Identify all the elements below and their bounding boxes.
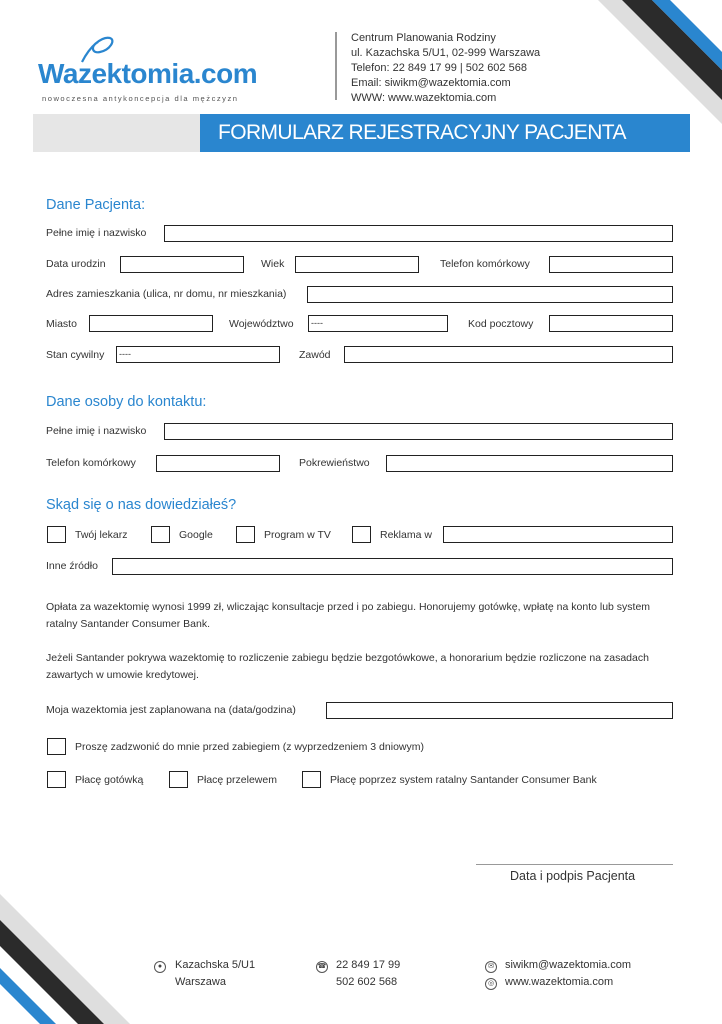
footer-online [505, 957, 631, 991]
footer-address-line2: Warszawa [175, 976, 226, 988]
contact-section-heading: Dane osoby do kontaktu: [46, 394, 207, 410]
logo [38, 34, 278, 108]
city-label: Miasto [46, 318, 77, 330]
source-tv-checkbox[interactable] [236, 526, 255, 543]
pay-transfer-label: Płacę przelewem [197, 774, 277, 786]
footer-phone [336, 957, 400, 991]
civil-status-label: Stan cywilny [46, 349, 105, 361]
source-google-label: Google [179, 529, 213, 541]
pay-transfer-checkbox[interactable] [169, 771, 188, 788]
birth-date-label: Data urodzin [46, 258, 106, 270]
corner-decoration-bottom [0, 880, 160, 1024]
source-ad-input[interactable] [443, 526, 673, 543]
contact-mobile-input[interactable] [156, 455, 280, 472]
email-icon: ✉ [485, 961, 497, 973]
pay-cash-checkbox[interactable] [47, 771, 66, 788]
payment-info-paragraph: Opłata za wazektomię wynosi 1999 zł, wliczając konsultacje przed i po zabiegu. Honorujemy gotówkę, wpłatę na konto lub system ratalny Santander Consumer Bank. [46, 601, 651, 630]
call-me-label: Proszę zadzwonić do mnie przed zabiegiem (z wyprzedzeniem 3 dniowym) [75, 741, 424, 753]
appointment-input[interactable] [326, 702, 673, 719]
city-input[interactable] [89, 315, 213, 332]
profession-input[interactable] [344, 346, 673, 363]
signature-line [476, 864, 673, 865]
age-label: Wiek [261, 258, 285, 270]
appointment-label: Moja wazektomia jest zaplanowana na (data/godzina) [46, 704, 296, 716]
header-www: WWW: www.wazektomia.com [351, 92, 497, 104]
signature-label: Data i podpis Pacjenta [510, 869, 636, 883]
source-google-checkbox[interactable] [151, 526, 170, 543]
santander-info-paragraph: Jeżeli Santander pokrywa wazektomię to rozliczenie zabiegu będzie bezgotówkowe, a honorarium będzie rozliczone na zasadach zawartych w umowie kredytowej. [46, 652, 649, 681]
birth-date-input[interactable] [120, 256, 244, 273]
province-label: Województwo [229, 318, 294, 330]
map-pin-icon: ● [154, 961, 166, 973]
age-input[interactable] [295, 256, 419, 273]
source-ad-label: Reklama w [380, 529, 432, 541]
source-doctor-checkbox[interactable] [47, 526, 66, 543]
postal-label: Kod pocztowy [468, 318, 534, 330]
call-me-checkbox[interactable] [47, 738, 66, 755]
header-org-name: Centrum Planowania Rodziny [351, 32, 496, 44]
footer-phone-line2: 502 602 568 [336, 976, 398, 988]
header-divider [335, 32, 337, 100]
phone-icon: ☎ [316, 961, 328, 973]
footer-email[interactable]: siwikm@wazektomia.com [505, 959, 632, 971]
profession-label: Zawód [299, 349, 331, 361]
patient-full-name-label: Pełne imię i nazwisko [46, 227, 147, 239]
footer-address [175, 957, 255, 991]
patient-section-heading: Dane Pacjenta: [46, 197, 146, 213]
source-other-input[interactable] [112, 558, 673, 575]
relation-label: Pokrewieństwo [299, 457, 370, 469]
footer-address-line1: Kazachska 5/U1 [175, 959, 256, 971]
address-input[interactable] [307, 286, 673, 303]
pay-installments-checkbox[interactable] [302, 771, 321, 788]
contact-full-name-label: Pełne imię i nazwisko [46, 425, 147, 437]
province-select[interactable]: ---- [308, 315, 448, 332]
source-doctor-label: Twój lekarz [75, 529, 128, 541]
relation-input[interactable] [386, 455, 673, 472]
footer-phone-line1: 22 849 17 99 [336, 959, 401, 971]
title-band [200, 114, 690, 152]
address-label: Adres zamieszkania (ulica, nr domu, nr mieszkania) [46, 288, 287, 300]
source-other-label: Inne źródło [46, 560, 98, 572]
mobile-input[interactable] [549, 256, 673, 273]
title-band-gray [33, 114, 203, 152]
header-contact-info [351, 31, 540, 106]
contact-mobile-label: Telefon komórkowy [46, 457, 136, 469]
civil-status-select[interactable]: ---- [116, 346, 280, 363]
logo-text: Wazektomia.com [38, 58, 258, 89]
header-phone: Telefon: 22 849 17 99 | 502 602 568 [351, 62, 527, 74]
pay-installments-label: Płacę poprzez system ratalny Santander Consumer Bank [330, 774, 597, 786]
mobile-label: Telefon komórkowy [440, 258, 530, 270]
source-section-heading: Skąd się o nas dowiedziałeś? [46, 497, 237, 513]
patient-full-name-input[interactable] [164, 225, 673, 242]
source-tv-label: Program w TV [264, 529, 331, 541]
pay-cash-label: Płacę gotówką [75, 774, 144, 786]
footer-www[interactable]: www.wazektomia.com [505, 976, 614, 988]
postal-input[interactable] [549, 315, 673, 332]
source-ad-checkbox[interactable] [352, 526, 371, 543]
logo-tagline: nowoczesna antykoncepcja dla mężczyzn [42, 94, 239, 103]
web-icon: ◎ [485, 978, 497, 990]
header-email: Email: siwikm@wazektomia.com [351, 77, 511, 89]
header-address: ul. Kazachska 5/U1, 02-999 Warszawa [351, 47, 541, 59]
page-title: FORMULARZ REJESTRACYJNY PACJENTA [218, 121, 626, 144]
contact-full-name-input[interactable] [164, 423, 673, 440]
